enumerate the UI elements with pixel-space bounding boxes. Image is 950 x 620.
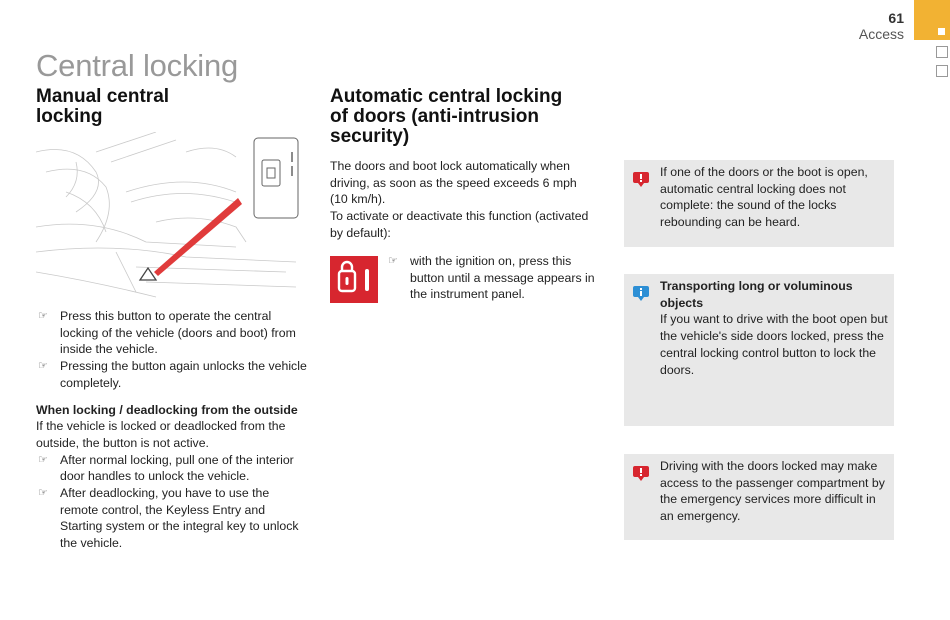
pointing-hand-icon: ☞ (38, 360, 48, 373)
dashboard-illustration (36, 132, 304, 302)
heading-line: of doors (anti-intrusion (330, 106, 539, 127)
list-item-text: with the ignition on, press this button until a message appears in the instrument panel. (410, 254, 595, 302)
auto-locking-text (330, 158, 592, 242)
page-number: 61 (888, 10, 904, 26)
list-item-text: Pressing the button again unlocks the vehicle completely. (60, 359, 307, 390)
section-tab[interactable] (936, 65, 948, 77)
info-note (624, 274, 894, 426)
heading-line: Manual central (36, 86, 170, 107)
heading-line: security) (330, 126, 410, 147)
warning-icon (632, 170, 650, 188)
paragraph: To activate or deactivate this function (activated by default): (330, 209, 589, 240)
heading-line: Automatic central locking (330, 86, 563, 107)
section-tab[interactable] (936, 46, 948, 58)
pointing-hand-icon: ☞ (38, 487, 48, 500)
auto-locking-heading (330, 87, 600, 147)
central-lock-button-icon (330, 256, 378, 303)
heading-line: locking (36, 106, 103, 127)
activation-instruction (386, 253, 596, 303)
warning-note (624, 454, 894, 540)
paragraph: The doors and boot lock automatically when driving, as soon as the speed exceeds 6 mph (10 km/h). (330, 159, 577, 207)
page-title: Central locking (36, 48, 239, 83)
note-content (660, 278, 892, 378)
note-text: Driving with the doors locked may make access to the passenger compartment by the emergency services more difficult in an emergency. (660, 459, 885, 524)
section-tab-active[interactable] (914, 0, 950, 40)
manual-locking-heading (36, 87, 296, 127)
locking-subheading: When locking / deadlocking from the outside (36, 402, 298, 417)
pointing-hand-icon: ☞ (38, 310, 48, 322)
note-text: If one of the doors or the boot is open, automatic central locking does not complete: the sound of the locks rebounding can be heard. (660, 165, 868, 230)
list-item (36, 358, 308, 391)
note-text: If you want to drive with the boot open but the vehicle's side doors locked, press the central locking control button to lock the doors. (660, 312, 888, 377)
warning-note (624, 160, 894, 247)
list-item-text: After deadlocking, you have to use the remote control, the Keyless Entry and Starting system or the integral key to unlock the vehicle. (60, 486, 299, 551)
list-item-text: Press this button to operate the central locking of the vehicle (doors and boot) from inside the vehicle. (60, 309, 296, 357)
info-icon (632, 284, 650, 302)
manual-locking-text (36, 308, 308, 552)
list-item (36, 452, 308, 485)
list-item-text: After normal locking, pull one of the interior door handles to unlock the vehicle. (60, 452, 294, 484)
locking-paragraph: If the vehicle is locked or deadlocked from the outside, the button is not active. (36, 419, 286, 450)
list-item (36, 485, 308, 552)
pointing-hand-icon: ☞ (388, 255, 398, 267)
note-title: Transporting long or voluminous objects (660, 279, 853, 310)
list-item (36, 308, 308, 358)
warning-icon (632, 464, 650, 482)
list-item (386, 253, 596, 303)
section-name: Access (858, 26, 904, 42)
pointing-hand-icon: ☞ (38, 453, 48, 466)
